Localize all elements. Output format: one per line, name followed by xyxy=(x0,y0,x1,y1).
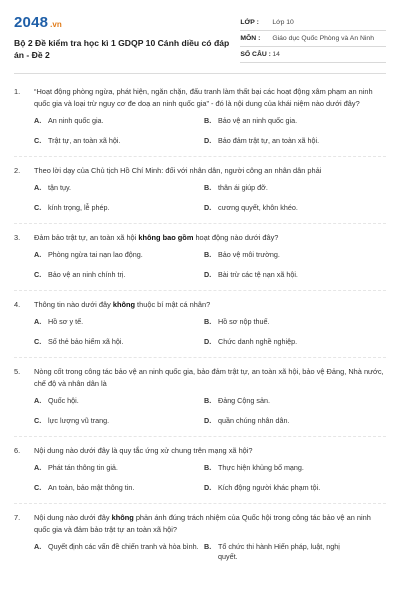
answer-letter: B. xyxy=(204,542,212,551)
answer-letter: D. xyxy=(204,483,212,492)
answer-options xyxy=(34,542,386,562)
answer-option[interactable] xyxy=(34,396,204,406)
question-item xyxy=(14,232,386,280)
answer-options xyxy=(34,250,386,280)
answer-option[interactable] xyxy=(34,116,204,126)
answer-text: Bảo vệ an ninh quốc gia. xyxy=(218,116,298,125)
question-stem xyxy=(14,165,386,177)
answer-option[interactable] xyxy=(34,250,204,260)
answer-text: thân ái giúp đỡ. xyxy=(218,183,268,192)
answer-option[interactable] xyxy=(34,463,204,473)
question-item xyxy=(14,445,386,493)
meta-label: MÔN : xyxy=(240,35,261,42)
answer-text: Phát tán thông tin giả. xyxy=(48,463,118,472)
answer-letter: C. xyxy=(34,203,42,212)
meta-row-count xyxy=(240,47,386,63)
answer-text: quần chúng nhân dân. xyxy=(218,416,290,425)
answer-option[interactable] xyxy=(204,337,354,347)
question-separator xyxy=(14,223,386,224)
question-item xyxy=(14,86,386,146)
question-text-part: phản ánh đúng trách nhiệm của Quốc hội trong công tác bảo vệ an ninh quốc gia và đảm bảo trật tự an toàn xã hội? xyxy=(34,513,371,534)
question-separator xyxy=(14,156,386,157)
question-text-part: Thông tin nào dưới đây xyxy=(34,300,113,309)
answer-option[interactable] xyxy=(204,396,354,406)
answer-option[interactable] xyxy=(204,416,354,426)
answer-letter: A. xyxy=(34,542,42,551)
answer-letter: B. xyxy=(204,463,212,472)
answer-letter: B. xyxy=(204,317,212,326)
question-emphasis: không xyxy=(111,513,134,522)
question-stem xyxy=(14,445,386,457)
question-stem xyxy=(14,366,386,390)
answer-letter: A. xyxy=(34,250,42,259)
document-title: Bộ 2 Đề kiểm tra học kì 1 GDQP 10 Cánh diều có đáp án - Đề 2 xyxy=(14,38,230,60)
meta-value: 14 xyxy=(272,51,280,58)
document-header xyxy=(14,14,386,63)
meta-label: LỚP : xyxy=(240,19,259,26)
header-divider xyxy=(14,73,386,74)
answer-option[interactable] xyxy=(204,116,354,126)
answer-text: An ninh quốc gia. xyxy=(48,116,104,125)
answer-letter: C. xyxy=(34,270,42,279)
answer-letter: B. xyxy=(204,116,212,125)
answer-options xyxy=(34,317,386,347)
answer-option[interactable] xyxy=(204,463,354,473)
answer-option[interactable] xyxy=(34,136,204,146)
question-number: 5. xyxy=(14,367,21,376)
answer-letter: B. xyxy=(204,396,212,405)
answer-option[interactable] xyxy=(204,203,354,213)
question-item xyxy=(14,366,386,426)
answer-letter: B. xyxy=(204,250,212,259)
question-text xyxy=(34,512,386,536)
question-number: 3. xyxy=(14,233,21,242)
answer-text: Số thẻ bảo hiểm xã hội. xyxy=(48,337,124,346)
answer-text: Phòng ngừa tai nạn lao động. xyxy=(48,250,143,259)
answer-text: An toàn, bảo mật thông tin. xyxy=(48,483,135,492)
answer-text: Quyết định các vấn đề chiến tranh và hòa bình. xyxy=(48,542,199,551)
answer-letter: D. xyxy=(204,416,212,425)
answer-text: Trật tự, an toàn xã hội. xyxy=(48,136,121,145)
answer-options xyxy=(34,396,386,426)
meta-value: Giáo dục Quốc Phòng và An Ninh xyxy=(272,35,374,42)
answer-letter: D. xyxy=(204,337,212,346)
question-stem xyxy=(14,86,386,110)
question-number: 7. xyxy=(14,513,21,522)
document-meta xyxy=(240,15,386,63)
answer-option[interactable] xyxy=(34,183,204,193)
answer-letter: C. xyxy=(34,337,42,346)
answer-option[interactable] xyxy=(34,317,204,327)
question-separator xyxy=(14,290,386,291)
question-number: 2. xyxy=(14,166,21,175)
answer-option[interactable] xyxy=(34,542,204,562)
answer-option[interactable] xyxy=(34,483,204,493)
answer-text: Bảo vệ an ninh chính trị. xyxy=(48,270,126,279)
answer-letter: D. xyxy=(204,270,212,279)
answer-option[interactable] xyxy=(204,317,354,327)
question-stem xyxy=(14,299,386,311)
question-item xyxy=(14,299,386,347)
question-stem xyxy=(14,232,386,244)
answer-letter: B. xyxy=(204,183,212,192)
answer-text: Tổ chức thi hành Hiến pháp, luật, nghị quyết. xyxy=(218,542,340,561)
answer-text: Đảng Cộng sản. xyxy=(218,396,270,405)
answer-option[interactable] xyxy=(34,270,204,280)
question-emphasis: không xyxy=(112,300,135,309)
question-text-part: Nội dung nào dưới đây là quy tắc ứng xử chung trên mạng xã hội? xyxy=(34,446,253,455)
question-separator xyxy=(14,436,386,437)
answer-letter: C. xyxy=(34,416,42,425)
answer-text: Chức danh nghề nghiệp. xyxy=(218,337,298,346)
question-separator xyxy=(14,503,386,504)
meta-row-class xyxy=(240,15,386,31)
answer-text: Bảo vệ môi trường. xyxy=(218,250,280,259)
question-list xyxy=(14,86,386,562)
question-number: 6. xyxy=(14,446,21,455)
question-number: 4. xyxy=(14,300,21,309)
question-emphasis: không bao gồm xyxy=(138,233,194,242)
answer-option[interactable] xyxy=(204,542,354,562)
answer-options xyxy=(34,183,386,213)
question-text-part: Theo lời dạy của Chủ tịch Hồ Chí Minh: đối với nhân dân, người công an nhân dân phải xyxy=(34,166,322,175)
question-stem xyxy=(14,512,386,536)
question-text-part: Nòng cốt trong công tác bảo vệ an ninh quốc gia, bảo đảm trật tự, an toàn xã hội, bảo vệ Đảng, Nhà nước, chế độ và nhân dân là xyxy=(34,367,384,388)
answer-letter: A. xyxy=(34,116,42,125)
question-item xyxy=(14,512,386,562)
question-text-part: Đảm bảo trật tự, an toàn xã hội xyxy=(34,233,139,242)
question-text xyxy=(34,232,386,244)
answer-text: Kích động người khác phạm tội. xyxy=(218,483,321,492)
answer-text: kính trọng, lễ phép. xyxy=(48,203,110,212)
answer-text: tận tụy. xyxy=(48,183,72,192)
question-text-part: hoạt động nào dưới đây? xyxy=(193,233,279,242)
logo-sub-text: .vn xyxy=(50,20,62,29)
answer-text: Hồ sơ nộp thuế. xyxy=(218,317,270,326)
answer-option[interactable] xyxy=(204,136,354,146)
answer-options xyxy=(34,463,386,493)
answer-option[interactable] xyxy=(34,416,204,426)
site-logo[interactable] xyxy=(14,14,240,31)
logo-main-text: 2048 xyxy=(14,14,49,31)
question-number: 1. xyxy=(14,87,21,96)
answer-option[interactable] xyxy=(34,337,204,347)
meta-label: SỐ CÂU : xyxy=(240,51,271,58)
question-item xyxy=(14,165,386,213)
answer-text: lực lượng vũ trang. xyxy=(48,416,110,425)
answer-letter: D. xyxy=(204,136,212,145)
meta-value: Lớp 10 xyxy=(272,19,294,26)
answer-option[interactable] xyxy=(204,483,354,493)
question-separator xyxy=(14,357,386,358)
answer-option[interactable] xyxy=(204,250,354,260)
answer-option[interactable] xyxy=(34,203,204,213)
answer-text: Bài trừ các tệ nạn xã hội. xyxy=(218,270,298,279)
question-text xyxy=(34,445,386,457)
answer-text: Bảo đảm trật tự, an toàn xã hội. xyxy=(218,136,320,145)
question-text-part: Nội dung nào dưới đây xyxy=(34,513,112,522)
answer-letter: D. xyxy=(204,203,212,212)
answer-option[interactable] xyxy=(204,270,354,280)
question-text xyxy=(34,366,386,390)
answer-letter: C. xyxy=(34,136,42,145)
answer-option[interactable] xyxy=(204,183,354,193)
meta-row-subject xyxy=(240,31,386,47)
answer-text: Thực hiện khủng bố mạng. xyxy=(218,463,304,472)
question-text-part: thuộc bí mật cá nhân? xyxy=(135,300,211,309)
answer-text: Quốc hội. xyxy=(48,396,79,405)
answer-letter: A. xyxy=(34,317,42,326)
header-left xyxy=(14,14,240,61)
answer-letter: A. xyxy=(34,463,42,472)
question-text xyxy=(34,86,386,110)
answer-options xyxy=(34,116,386,146)
question-text xyxy=(34,299,386,311)
question-text xyxy=(34,165,386,177)
answer-text: Hồ sơ y tế. xyxy=(48,317,84,326)
answer-letter: A. xyxy=(34,183,42,192)
answer-text: cương quyết, khôn khéo. xyxy=(218,203,298,212)
question-text-part: “Hoạt động phòng ngừa, phát hiện, ngăn chặn, đấu tranh làm thất bại các hoạt động xâm phạm an ninh quốc gia và loại trừ nguy cơ đe doạ an ninh quốc gia” - đó là nội dung của khái niệm nào dưới đây? xyxy=(34,87,373,108)
answer-letter: C. xyxy=(34,483,42,492)
answer-letter: A. xyxy=(34,396,42,405)
